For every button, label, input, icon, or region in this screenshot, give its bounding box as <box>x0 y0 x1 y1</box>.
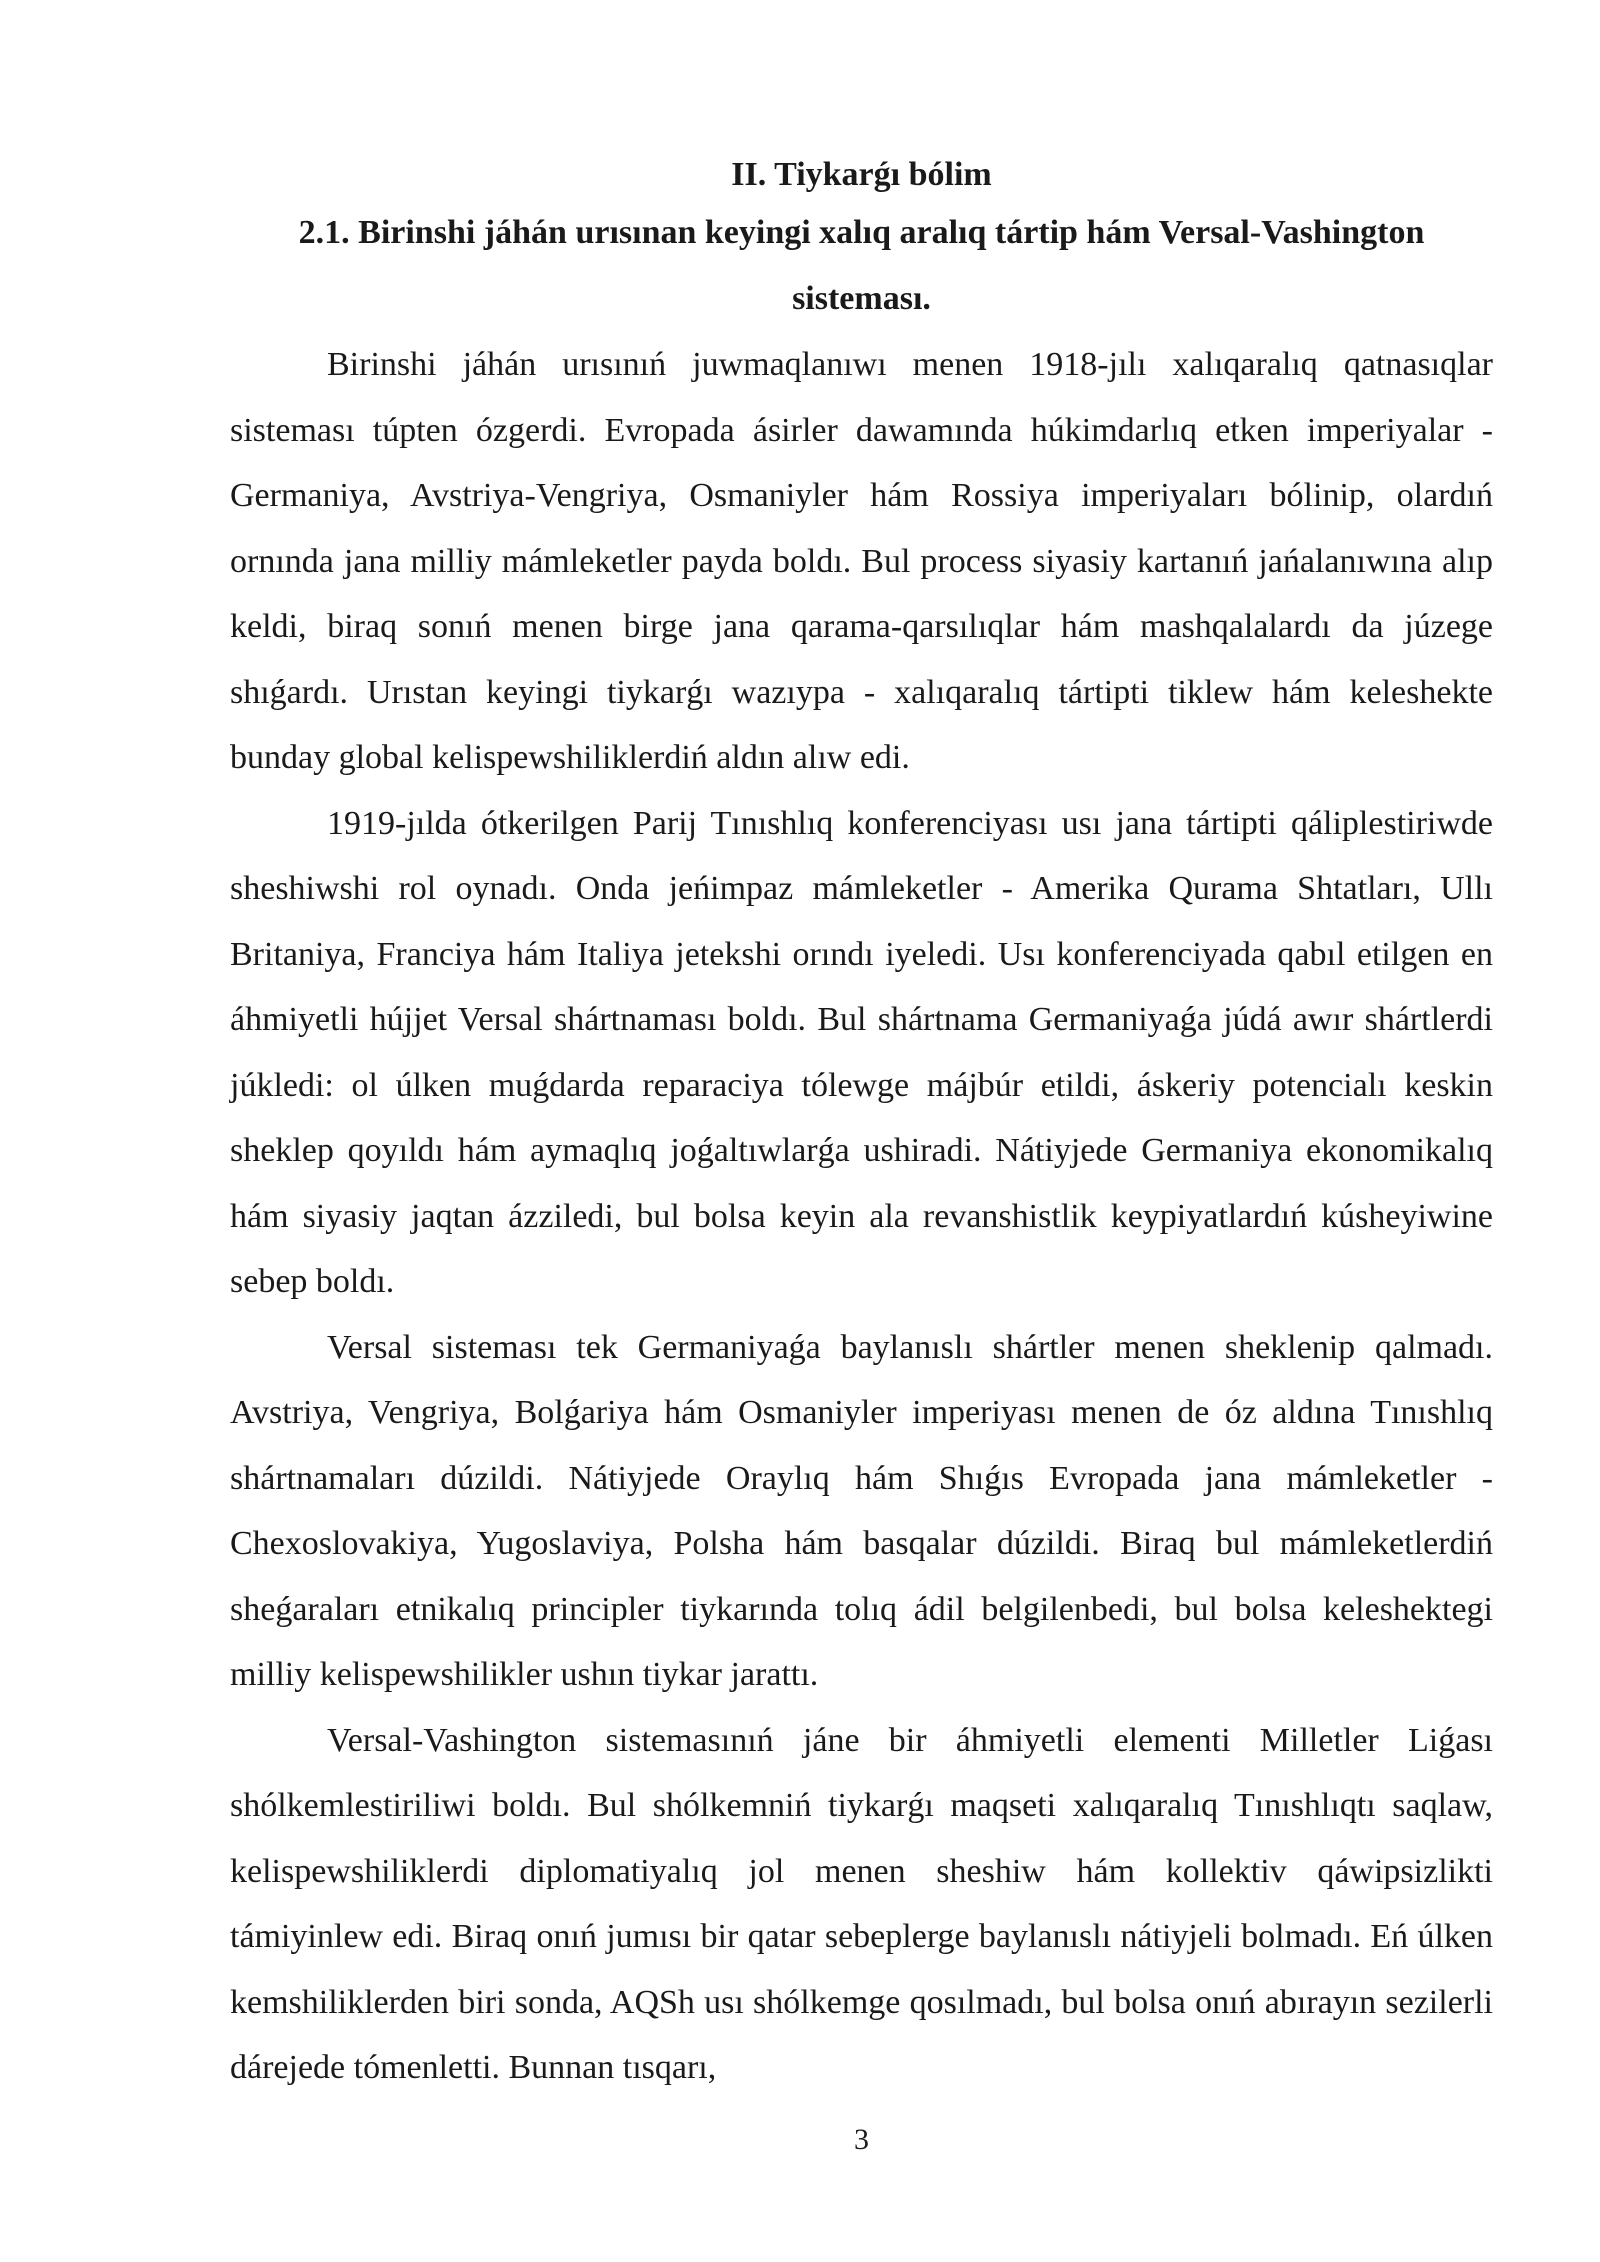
paragraph-4: Versal-Vashington sistemasınıń jáne bir áhmiyetli elementi Milletler Liǵası shólkemlestiriliwi boldı. Bul shólkemniń tiykarǵı maqseti xalıqaralıq Tınıshlıqtı saqlaw, kelispewshiliklerdi diplomatiyalıq jol menen sheshiw hám kollektiv qáwipsizlikti támiyinlew edi. Biraq onıń jumısı bir qatar sebeplerge baylanıslı nátiyjeli bolmadı. Eń úlken kemshiliklerden biri sonda, AQSh usı shólkemge qosılmadı, bul bolsa onıń abırayın sezilerli dárejede tómenletti. Bunnan tısqarı, <box>230 1721 1493 2086</box>
subsection-title: 2.1. Birinshi jáhán urısınan keyingi xalıq aralıq tártip hám Versal-Vashington sisteması. <box>298 214 1425 317</box>
paragraph-2: 1919-jılda ótkerilgen Parij Tınıshlıq konferenciyası usı jana tártipti qáliplestiriwde sheshiwshi rol oynadı. Onda jeńimpaz mámleketler - Amerika Qurama Shtatları, Ullı Britaniya, Franciya hám Italiya jetekshi orındı iyeledi. Usı konferenciyada qabıl etilgen en áhmiyetli hújjet Versal shártnaması boldı. Bul shártnama Germaniyaǵa júdá awır shártlerdi júkledi: ol úlken muǵdarda reparaciya tólewge májbúr etildi, áskeriy potencialı keskin sheklep qoyıldı hám aymaqlıq joǵaltıwlarǵa ushiradi. Nátiyjede Germaniya ekonomikalıq hám siyasiy jaqtan ázziledi, bul bolsa keyin ala revanshistlik keypiyatlardıń kúsheyiwine sebep boldı. <box>230 804 1493 1300</box>
page-number: 3 <box>854 2123 869 2156</box>
document-page <box>230 150 1493 2101</box>
paragraph-3: Versal sisteması tek Germaniyaǵa baylanıslı shártler menen sheklenip qalmadı. Avstriya, Vengriya, Bolǵariya hám Osmaniyler imperiyası menen de óz aldına Tınıshlıq shártnamaları dúzildi. Nátiyjede Oraylıq hám Shıǵıs Evropada jana mámleketler - Chexoslovakiya, Yugoslaviya, Polsha hám basqalar dúzildi. Biraq bul mámleketlerdiń sheǵaraları etnikalıq principler tiykarında tolıq ádil belgilenbedi, bul bolsa keleshektegi milliy kelispewshilikler ushın tiykar jarattı. <box>230 1328 1493 1693</box>
paragraph-1: Birinshi jáhán urısınıń juwmaqlanıwı menen 1918-jılı xalıqaralıq qatnasıqlar sisteması túpten ózgerdi. Evropada ásirler dawamında húkimdarlıq etken imperiyalar - Germaniya, Avstriya-Vengriya, Osmaniyler hám Rossiya imperiyaları bólinip, olardıń ornında jana milliy mámleketler payda boldı. Bul process siyasiy kartanıń jańalanıwına alıp keldi, biraq sonıń menen birge jana qarama-qarsılıqlar hám mashqalalardı da júzege shıǵardı. Urıstan keyingi tiykarǵı wazıypa - xalıqaralıq tártipti tiklew hám keleshekte bunday global kelispewshiliklerdiń aldın alıw edi. <box>230 346 1493 776</box>
section-title: II. Tiykarǵı bólim <box>731 156 992 193</box>
